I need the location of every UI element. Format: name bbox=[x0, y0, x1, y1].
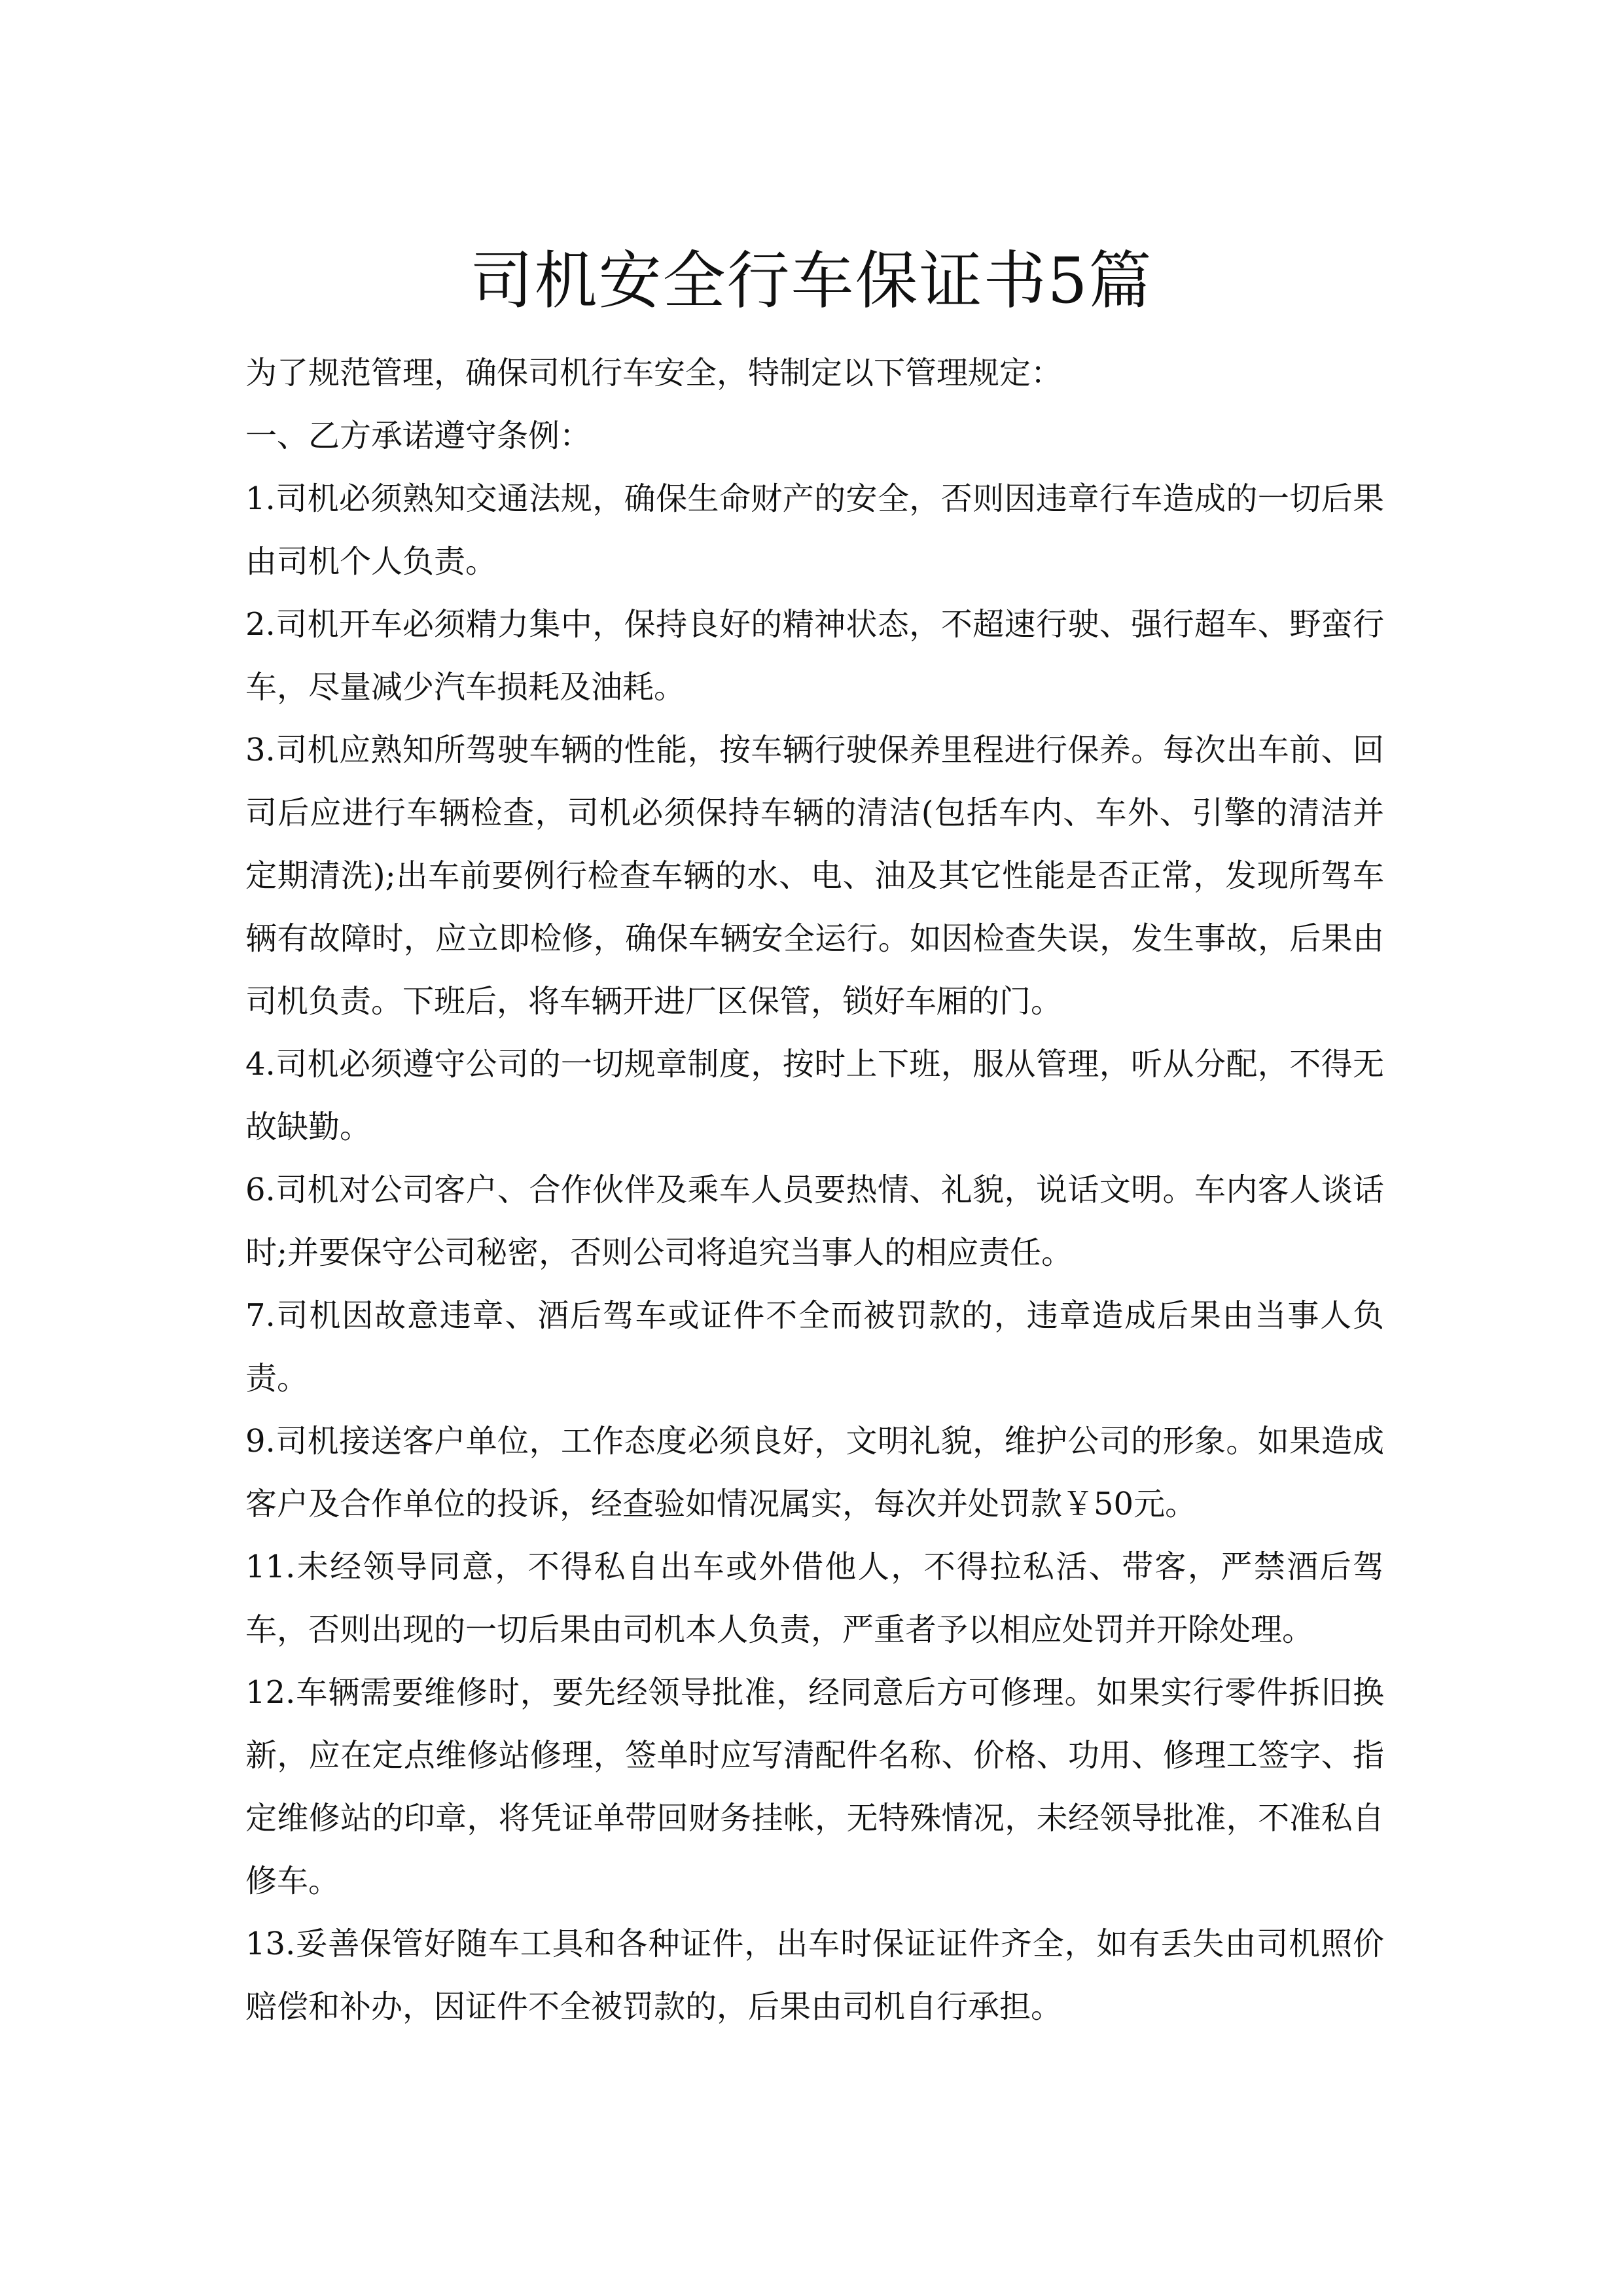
rule-paragraph: 11.未经领导同意，不得私自出车或外借他人，不得拉私活、带客，严禁酒后驾车，否则出现的一切后果由司机本人负责，严重者予以相应处罚并开除处理。 bbox=[245, 1549, 1384, 1648]
document-body bbox=[245, 342, 1384, 2038]
rule-paragraph: 6.司机对公司客户、合作伙伴及乘车人员要热情、礼貌，说话文明。车内客人谈话时;并要保守公司秘密，否则公司将追究当事人的相应责任。 bbox=[245, 1172, 1384, 1271]
rule-paragraph: 4.司机必须遵守公司的一切规章制度，按时上下班，服从管理，听从分配，不得无故缺勤。 bbox=[245, 1046, 1384, 1145]
rule-paragraph: 2.司机开车必须精力集中，保持良好的精神状态，不超速行驶、强行超车、野蛮行车，尽量减少汽车损耗及油耗。 bbox=[245, 606, 1384, 706]
rule-paragraph: 7.司机因故意违章、酒后驾车或证件不全而被罚款的，违章造成后果由当事人负责。 bbox=[245, 1297, 1384, 1397]
intro-paragraph: 为了规范管理，确保司机行车安全，特制定以下管理规定： bbox=[245, 355, 1063, 391]
rule-paragraph: 9.司机接送客户单位，工作态度必须良好，文明礼貌，维护公司的形象。如果造成客户及合作单位的投诉，经查验如情况属实，每次并处罚款￥50元。 bbox=[245, 1423, 1384, 1522]
rule-paragraph: 1.司机必须熟知交通法规，确保生命财产的安全，否则因违章行车造成的一切后果由司机个人负责。 bbox=[245, 480, 1384, 580]
rule-paragraph: 13.妥善保管好随车工具和各种证件，出车时保证证件齐全，如有丢失由司机照价赔偿和补办，因证件不全被罚款的，后果由司机自行承担。 bbox=[245, 1926, 1384, 2025]
rule-paragraph: 3.司机应熟知所驾驶车辆的性能，按车辆行驶保养里程进行保养。每次出车前、回司后应进行车辆检查，司机必须保持车辆的清洁(包括车内、车外、引擎的清洁并定期清洗);出车前要例行检查车辆的水、电、油及其它性能是否正常，发现所驾车辆有故障时，应立即检修，确保车辆安全运行。如因检查失误，发生事故，后果由司机负责。下班后，将车辆开进厂区保管，锁好车厢的门。 bbox=[245, 732, 1384, 1020]
document-title: 司机安全行车保证书5篇 bbox=[470, 244, 1153, 318]
rule-paragraph: 12.车辆需要维修时，要先经领导批准，经同意后方可修理。如果实行零件拆旧换新，应在定点维修站修理，签单时应写清配件名称、价格、功用、修理工签字、指定维修站的印章，将凭证单带回财务挂帐，无特殊情况，未经领导批准，不准私自修车。 bbox=[245, 1674, 1384, 1899]
section-heading: 一、乙方承诺遵守条例： bbox=[245, 418, 592, 454]
